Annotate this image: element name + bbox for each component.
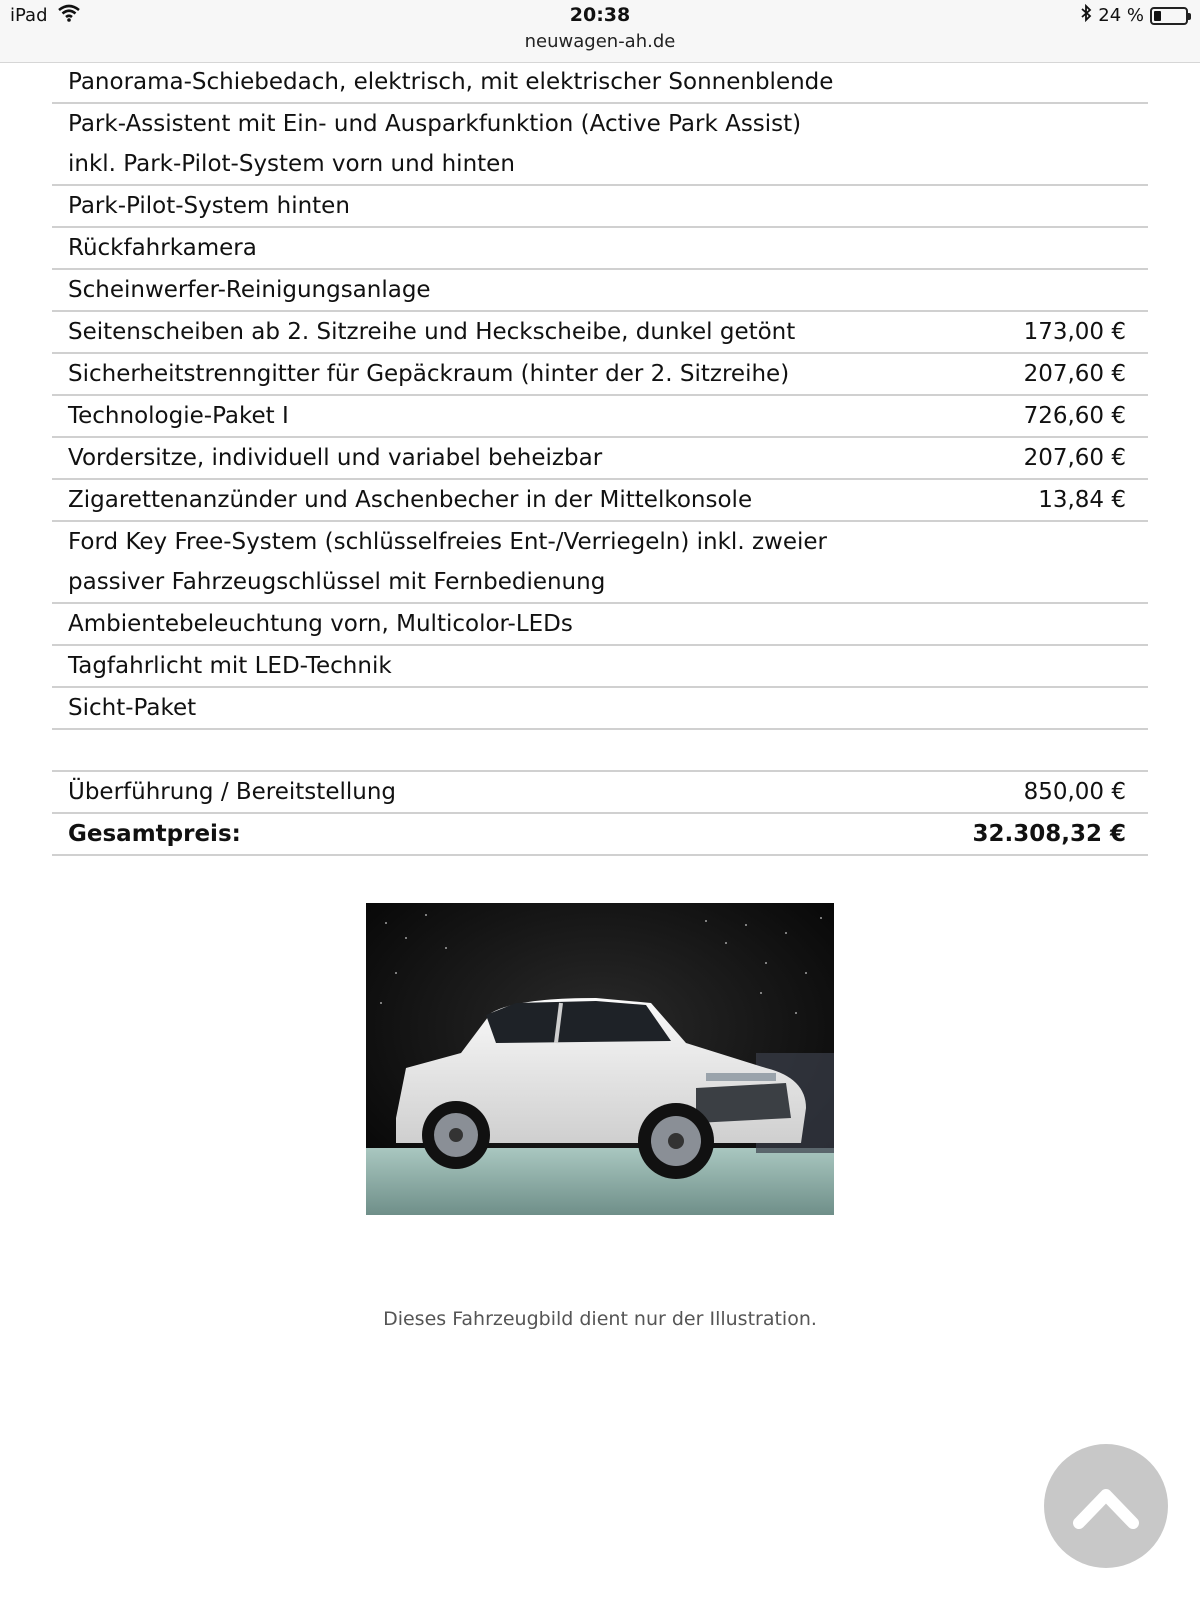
row-price: 173,00 € (1023, 319, 1126, 345)
option-row (52, 354, 1148, 396)
row-label: Technologie-Paket I (68, 403, 289, 429)
row-label: Panorama-Schiebedach, elektrisch, mit elektrischer Sonnenblende (68, 69, 834, 95)
options-table (52, 62, 1148, 856)
row-label: Zigarettenanzünder und Aschenbecher in der Mittelkonsole (68, 487, 753, 513)
battery-fill (1154, 11, 1161, 21)
row-price: 207,60 € (1023, 445, 1126, 471)
row-price: 32.308,32 € (972, 821, 1126, 847)
scroll-to-top-button[interactable] (1044, 1444, 1168, 1568)
row-label: Park-Pilot-System hinten (68, 193, 350, 219)
url-address[interactable]: neuwagen-ah.de (524, 31, 676, 52)
row-label: Sicht-Paket (68, 695, 197, 721)
row-price: 13,84 € (1038, 487, 1126, 513)
bluetooth-icon (1080, 4, 1092, 27)
option-row (52, 186, 1148, 228)
row-label: Ford Key Free-System (schlüsselfreies Ent-/Verriegeln) inkl. zweier passiver Fahrzeugschlüssel mit Fernbedienung (68, 529, 827, 595)
total-row (52, 814, 1148, 856)
battery-percent: 24 % (1098, 5, 1144, 26)
option-row (52, 104, 1148, 186)
option-row (52, 438, 1148, 480)
row-price: 207,60 € (1023, 361, 1126, 387)
battery-icon (1150, 7, 1188, 25)
option-row (52, 522, 1148, 604)
chevron-up-icon (1071, 1481, 1141, 1531)
car-image (366, 903, 834, 1215)
row-label: Gesamtpreis: (68, 821, 241, 847)
row-label: Park-Assistent mit Ein- und Ausparkfunktion (Active Park Assist) inkl. Park-Pilot-System vorn und hinten (68, 111, 802, 177)
row-price: 850,00 € (1023, 779, 1126, 805)
option-row (52, 646, 1148, 688)
row-label: Rückfahrkamera (68, 235, 257, 261)
option-row (52, 604, 1148, 646)
status-right (1080, 4, 1188, 27)
row-price: 726,60 € (1023, 403, 1126, 429)
clock: 20:38 (569, 4, 631, 26)
row-label: Überführung / Bereitstellung (68, 779, 396, 805)
option-row (52, 62, 1148, 104)
option-row (52, 688, 1148, 730)
option-row (52, 312, 1148, 354)
row-label: Seitenscheiben ab 2. Sitzreihe und Heckscheibe, dunkel getönt (68, 319, 796, 345)
image-caption: Dieses Fahrzeugbild dient nur der Illustration. (383, 1308, 817, 1330)
row-label: Ambientebeleuchtung vorn, Multicolor-LEDs (68, 611, 573, 637)
option-row (52, 228, 1148, 270)
row-label: Vordersitze, individuell und variabel beheizbar (68, 445, 603, 471)
status-bar (0, 0, 1200, 63)
row-label: Sicherheitstrenngitter für Gepäckraum (hinter der 2. Sitzreihe) (68, 361, 790, 387)
device-name: iPad (10, 5, 48, 26)
car-illustration (366, 903, 834, 1215)
option-row (52, 270, 1148, 312)
transfer-row (52, 772, 1148, 814)
option-row (52, 480, 1148, 522)
spacer-row (52, 730, 1148, 772)
row-label: Tagfahrlicht mit LED-Technik (68, 653, 392, 679)
option-row (52, 396, 1148, 438)
row-label: Scheinwerfer-Reinigungsanlage (68, 277, 431, 303)
